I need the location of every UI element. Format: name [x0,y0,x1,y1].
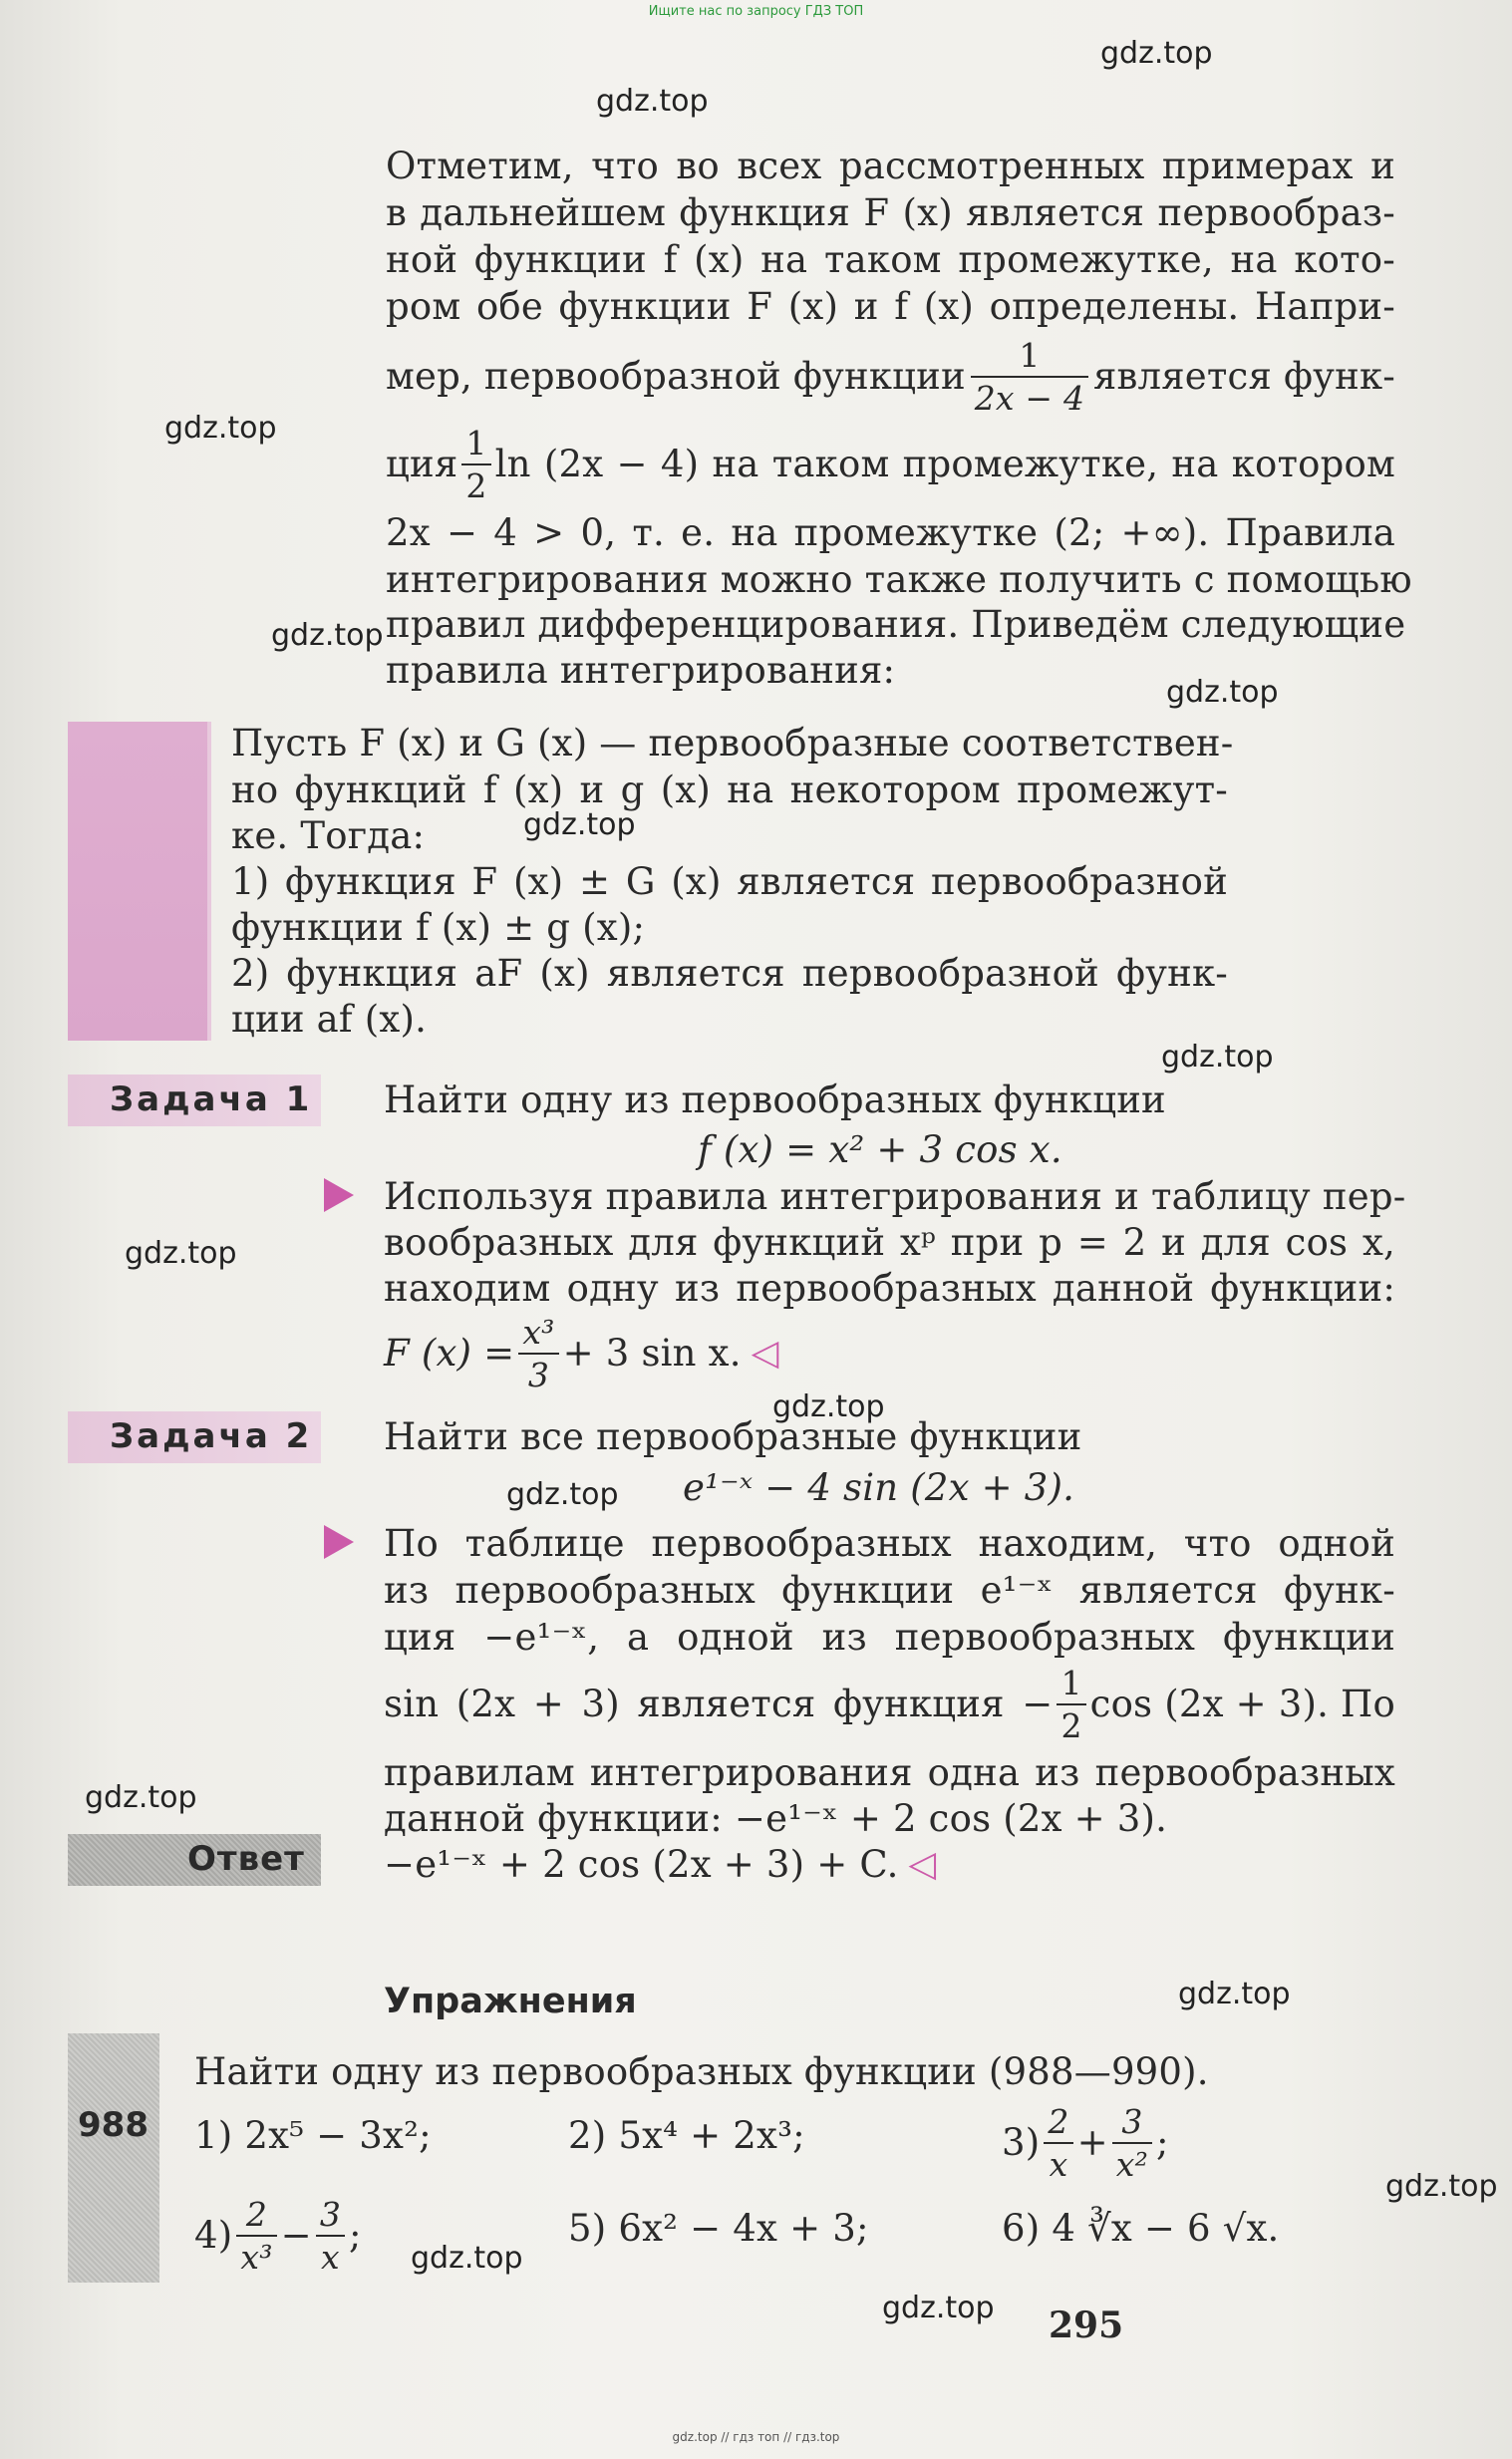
intro-line: в дальнейшем функция F (x) является первообраз- [386,191,1395,234]
solution-line: вообразных для функций xᵖ при p = 2 и для cos x, [384,1221,1395,1264]
rule-line: 2) функция aF (x) является первообразной функ- [231,952,1228,995]
task-1-label: Задача 1 [110,1079,313,1119]
answer-label: Ответ [187,1839,305,1879]
intro-line: 2x − 4 > 0, т. е. на промежутке (2; +∞). Правила [386,511,1395,554]
rule-marker [68,722,207,1041]
watermark: gdz.top [523,807,636,842]
rule-line: функции f (x) ± g (x); [231,906,646,949]
header-note: Ищите нас по запросу ГДЗ ТОП [648,4,864,19]
solution-start-icon [324,1525,354,1559]
task-1-formula: f (x) = x² + 3 cos x. [698,1128,1062,1171]
footer-note: gdz.top // гдз топ // гдз.top [672,2430,840,2444]
exercise-band [68,2033,159,2283]
solution-end-icon: ◁ [751,1333,779,1374]
rule-line: Пусть F (x) и G (x) — первообразные соответствен- [231,722,1234,765]
watermark: gdz.top [596,84,709,119]
watermark: gdz.top [411,2241,523,2276]
intro-line: ной функции f (x) на таком промежутке, на кото- [386,238,1395,281]
watermark: gdz.top [1385,2169,1498,2204]
rule-line: ции af (x). [231,998,428,1041]
fraction: $\frac{1}{2x - 4}$ [971,339,1088,415]
watermark: gdz.top [125,1236,237,1271]
fraction: $\frac{2}{\text{x³}}$ [236,2198,276,2274]
exercise-item: 2) 5x⁴ + 2x³; [568,2114,805,2157]
exercise-item: 1) 2x⁵ − 3x²; [194,2114,432,2157]
solution-line: из первообразных функции e¹⁻ˣ является функ- [384,1569,1395,1612]
solution-formula: F (x) = $\frac{\text{x³}}{3}$ + 3 sin x. ◁ [384,1313,779,1394]
watermark: gdz.top [271,618,384,653]
exercise-item: 3) $\frac{2}{x}$ + $\frac{3}{\text{x²}}$ ; [1002,2102,1169,2184]
exercises-heading: Упражнения [384,1982,637,2021]
task-1-text: Найти одну из первообразных функции [384,1078,1166,1121]
exercise-item: 4) $\frac{2}{\text{x³}}$ − $\frac{3}{x}$ ; [194,2195,362,2277]
fraction: $\frac{3}{x}$ [316,2198,345,2274]
fraction: $\frac{1}{2}$ [1057,1667,1085,1742]
watermark: gdz.top [1161,1040,1274,1075]
task-2-text: Найти все первообразные функции [384,1415,1082,1458]
task-2-label: Задача 2 [110,1416,313,1456]
watermark: gdz.top [506,1477,619,1512]
watermark: gdz.top [772,1389,885,1424]
intro-line: Отметим, что во всех рассмотренных примерах и [386,145,1395,187]
fraction: $\frac{3}{\text{x²}}$ [1112,2105,1152,2181]
watermark: gdz.top [164,411,277,446]
solution-line: ция −e¹⁻ˣ, а одной из первообразных функции [384,1616,1395,1659]
exercise-intro: Найти одну из первообразных функции (988—990). [194,2050,1209,2093]
solution-line: правилам интегрирования одна из первообразных [384,1751,1395,1794]
intro-line: правил дифференцирования. Приведём следующие [386,603,1406,646]
intro-line: ром обе функции F (x) и f (x) определены. Напри- [386,285,1395,328]
watermark: gdz.top [882,2291,995,2325]
watermark: gdz.top [1166,675,1279,710]
exercise-number: 988 [78,2105,149,2145]
intro-line-fraction: мер, первообразной функции $\frac{1}{2x - 4}$ является функ- [386,336,1395,418]
rule-divider [207,722,211,1041]
solution-line: Используя правила интегрирования и таблицу пер- [384,1175,1406,1218]
answer-text: −e¹⁻ˣ + 2 cos (2x + 3) + C. ◁ [384,1843,937,1886]
rule-line: 1) функция F (x) ± G (x) является первообразной [231,860,1228,903]
solution-line: находим одну из первообразных данной функции: [384,1267,1395,1310]
solution-line: По таблице первообразных находим, что одной [384,1522,1395,1565]
solution-formula: sin (2x + 3) является функция − $\frac{1}{2}$ cos (2x + 3). По [384,1664,1395,1745]
exercise-item: 6) 4 ∛x − 6 √x. [1002,2207,1280,2250]
task-2-formula: e¹⁻ˣ − 4 sin (2x + 3). [683,1466,1075,1509]
watermark: gdz.top [1100,36,1213,71]
solution-start-icon [324,1178,354,1212]
rule-line: ке. Тогда: [231,814,426,857]
intro-line: интегрирования можно также получить с помощью [386,558,1412,601]
page-number: 295 [1049,2305,1124,2346]
rule-line: но функций f (x) и g (x) на некотором промежут- [231,768,1228,811]
intro-line-fraction: ция $\frac{1}{2}$ ln (2x − 4) на таком промежутке, на котором [386,424,1395,505]
solution-line: данной функции: −e¹⁻ˣ + 2 cos (2x + 3). [384,1797,1168,1840]
fraction: $\frac{1}{2}$ [461,427,490,502]
solution-end-icon: ◁ [908,1844,937,1885]
watermark: gdz.top [1178,1977,1291,2011]
fraction: $\frac{\text{x³}}{3}$ [518,1316,558,1391]
watermark: gdz.top [85,1780,197,1815]
fraction: $\frac{2}{x}$ [1044,2105,1072,2181]
exercise-item: 5) 6x² − 4x + 3; [568,2207,869,2250]
intro-line: правила интегрирования: [386,649,896,692]
